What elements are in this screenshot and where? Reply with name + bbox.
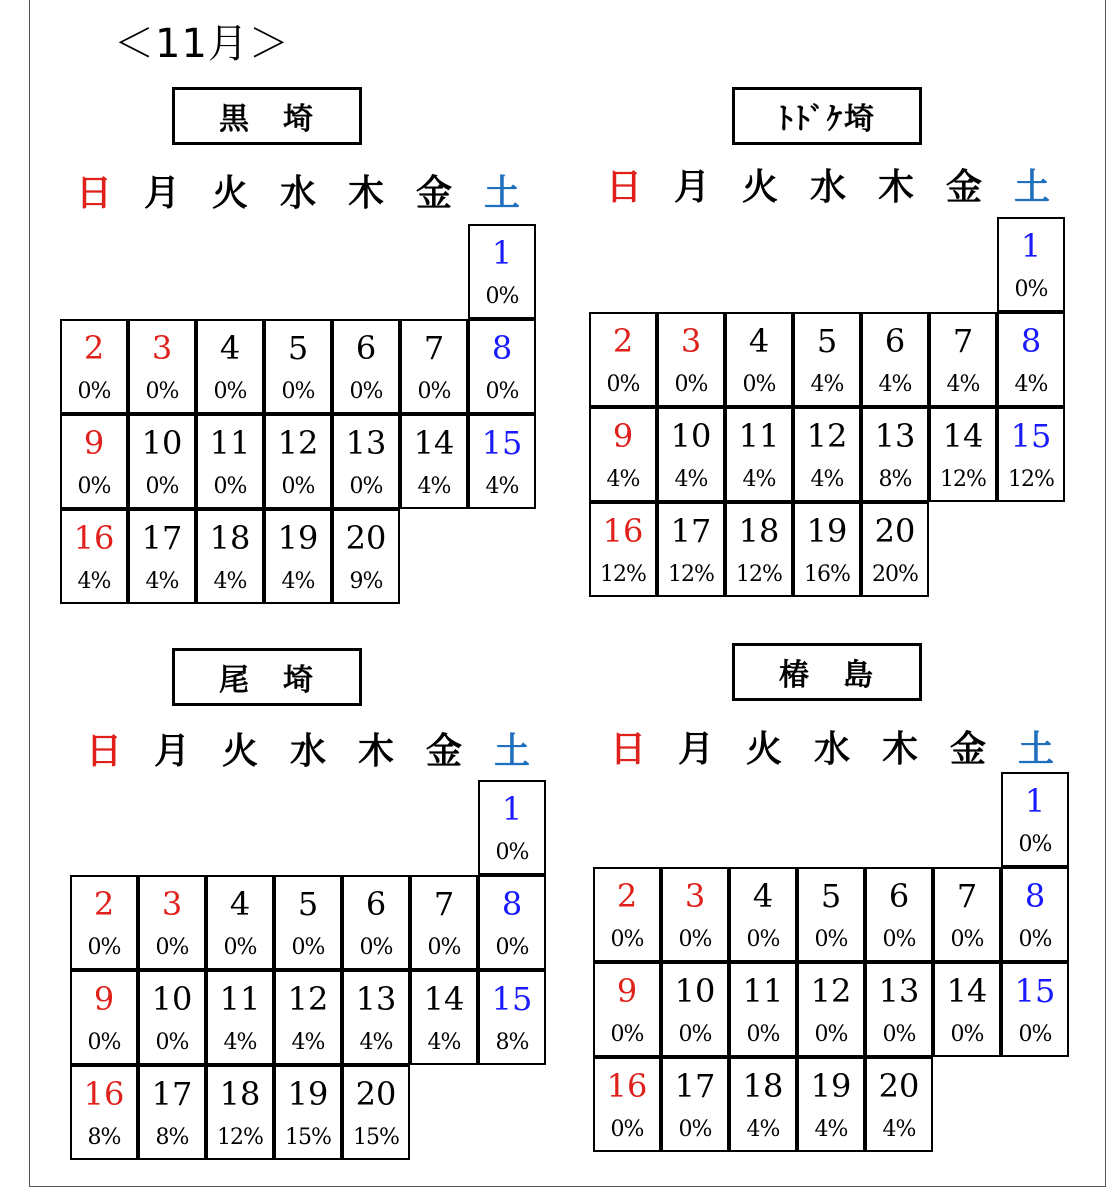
day-percentage: 0%	[145, 379, 179, 404]
day-cell	[206, 1065, 274, 1160]
day-cell	[661, 962, 729, 1057]
weekday-label: 日	[75, 173, 112, 214]
day-cell	[332, 509, 400, 604]
day-cell	[400, 319, 468, 414]
day-number: 20	[878, 1067, 920, 1105]
day-cell	[70, 875, 138, 970]
day-cell	[206, 970, 274, 1065]
day-percentage: 16%	[804, 562, 850, 587]
day-number: 10	[141, 424, 183, 462]
day-percentage: 12%	[940, 467, 986, 492]
day-cell	[342, 1065, 410, 1160]
weekday-label: 日	[605, 167, 642, 208]
day-percentage: 4%	[77, 569, 111, 594]
day-percentage: 4%	[742, 467, 776, 492]
day-percentage: 0%	[610, 1022, 644, 1047]
day-cell	[661, 867, 729, 962]
day-percentage: 4%	[878, 372, 912, 397]
day-cell	[410, 875, 478, 970]
day-cell	[410, 970, 478, 1065]
day-cell	[865, 867, 933, 962]
day-cell	[861, 502, 929, 597]
day-cell	[657, 502, 725, 597]
weekday-label: 月	[677, 729, 714, 770]
day-number: 6	[888, 877, 910, 915]
day-percentage: 0%	[882, 1022, 916, 1047]
day-cell	[793, 312, 861, 407]
day-number: 11	[209, 424, 251, 462]
day-percentage: 0%	[814, 1022, 848, 1047]
day-number: 9	[93, 980, 115, 1018]
day-number: 19	[806, 512, 848, 550]
day-number: 20	[355, 1075, 397, 1113]
day-number: 5	[816, 322, 838, 360]
day-percentage: 4%	[291, 1030, 325, 1055]
day-percentage: 0%	[223, 935, 257, 960]
day-percentage: 0%	[746, 927, 780, 952]
day-cell	[797, 962, 865, 1057]
day-number: 8	[501, 885, 523, 923]
month-title: ＜11月＞	[114, 21, 290, 67]
day-number: 17	[141, 519, 183, 557]
day-cell	[865, 962, 933, 1057]
day-percentage: 0%	[814, 927, 848, 952]
day-percentage: 4%	[223, 1030, 257, 1055]
day-percentage: 4%	[606, 467, 640, 492]
day-number: 5	[820, 877, 842, 915]
weekday-label: 金	[425, 731, 462, 772]
day-cell	[797, 1057, 865, 1152]
day-cell	[729, 867, 797, 962]
day-number: 13	[874, 417, 916, 455]
calendar-name-box: 黒 埼	[172, 87, 362, 145]
day-number: 18	[742, 1067, 784, 1105]
day-cell	[593, 867, 661, 962]
day-number: 7	[952, 322, 974, 360]
day-percentage: 0%	[291, 935, 325, 960]
day-cell	[128, 319, 196, 414]
weekday-label: 日	[85, 731, 122, 772]
day-cell	[138, 875, 206, 970]
day-number: 12	[810, 972, 852, 1010]
day-cell	[729, 962, 797, 1057]
day-number: 19	[287, 1075, 329, 1113]
weekday-label: 木	[347, 173, 384, 214]
day-percentage: 0%	[349, 474, 383, 499]
day-cell	[342, 875, 410, 970]
day-number: 2	[83, 329, 105, 367]
day-percentage: 0%	[746, 1022, 780, 1047]
day-number: 2	[93, 885, 115, 923]
day-number: 3	[684, 877, 706, 915]
day-number: 9	[612, 417, 634, 455]
day-number: 15	[491, 980, 533, 1018]
day-number: 4	[219, 329, 241, 367]
day-percentage: 0%	[427, 935, 461, 960]
day-percentage: 12%	[668, 562, 714, 587]
day-number: 20	[874, 512, 916, 550]
day-number: 3	[680, 322, 702, 360]
day-cell	[468, 414, 536, 509]
day-number: 16	[606, 1067, 648, 1105]
day-number: 17	[670, 512, 712, 550]
day-cell	[593, 962, 661, 1057]
day-number: 15	[1010, 417, 1052, 455]
day-number: 19	[810, 1067, 852, 1105]
day-cell	[589, 312, 657, 407]
day-cell	[478, 875, 546, 970]
day-number: 7	[433, 885, 455, 923]
day-cell	[725, 312, 793, 407]
day-cell	[264, 509, 332, 604]
day-percentage: 9%	[349, 569, 383, 594]
day-cell	[929, 407, 997, 502]
day-percentage: 0%	[155, 1030, 189, 1055]
day-number: 3	[161, 885, 183, 923]
day-percentage: 4%	[814, 1117, 848, 1142]
day-number: 11	[219, 980, 261, 1018]
day-number: 16	[73, 519, 115, 557]
day-number: 1	[491, 234, 513, 272]
day-cell	[264, 319, 332, 414]
day-percentage: 0%	[882, 927, 916, 952]
day-cell	[793, 502, 861, 597]
day-number: 15	[481, 424, 523, 462]
day-cell	[589, 502, 657, 597]
day-percentage: 0%	[610, 927, 644, 952]
day-percentage: 0%	[77, 379, 111, 404]
calendar-name-box: ﾄﾄﾞｹ埼	[732, 87, 922, 145]
day-number: 20	[345, 519, 387, 557]
day-number: 5	[297, 885, 319, 923]
day-cell	[400, 414, 468, 509]
day-cell	[60, 509, 128, 604]
day-cell	[929, 312, 997, 407]
day-number: 19	[277, 519, 319, 557]
calendar-name-box: 尾 埼	[172, 648, 362, 706]
day-cell	[70, 970, 138, 1065]
day-number: 2	[616, 877, 638, 915]
day-percentage: 12%	[600, 562, 646, 587]
day-cell	[797, 867, 865, 962]
day-number: 6	[365, 885, 387, 923]
day-number: 14	[413, 424, 455, 462]
day-percentage: 0%	[674, 372, 708, 397]
day-cell	[468, 319, 536, 414]
day-number: 16	[602, 512, 644, 550]
weekday-label: 火	[741, 167, 778, 208]
day-number: 3	[151, 329, 173, 367]
day-cell	[997, 407, 1065, 502]
day-cell	[997, 312, 1065, 407]
day-percentage: 0%	[281, 474, 315, 499]
day-cell	[933, 867, 1001, 962]
day-percentage: 15%	[285, 1125, 331, 1150]
weekday-label: 土	[1013, 167, 1050, 208]
day-percentage: 0%	[87, 935, 121, 960]
day-cell	[196, 414, 264, 509]
day-percentage: 0%	[610, 1117, 644, 1142]
day-cell	[274, 970, 342, 1065]
day-percentage: 0%	[417, 379, 451, 404]
day-cell	[332, 319, 400, 414]
day-cell	[861, 407, 929, 502]
weekday-label: 木	[357, 731, 394, 772]
day-percentage: 4%	[946, 372, 980, 397]
day-percentage: 4%	[417, 474, 451, 499]
day-cell	[138, 1065, 206, 1160]
day-number: 14	[946, 972, 988, 1010]
day-cell	[593, 1057, 661, 1152]
weekday-label: 水	[279, 173, 316, 214]
day-cell	[657, 407, 725, 502]
day-number: 8	[1024, 877, 1046, 915]
day-cell	[342, 970, 410, 1065]
day-cell	[70, 1065, 138, 1160]
day-cell	[128, 414, 196, 509]
weekday-label: 金	[949, 729, 986, 770]
day-percentage: 12%	[736, 562, 782, 587]
day-percentage: 0%	[77, 474, 111, 499]
weekday-label: 水	[809, 167, 846, 208]
day-percentage: 0%	[155, 935, 189, 960]
day-percentage: 0%	[349, 379, 383, 404]
day-cell	[1001, 962, 1069, 1057]
day-number: 16	[83, 1075, 125, 1113]
day-number: 7	[423, 329, 445, 367]
day-percentage: 20%	[872, 562, 918, 587]
day-percentage: 8%	[155, 1125, 189, 1150]
day-number: 2	[612, 322, 634, 360]
day-number: 4	[748, 322, 770, 360]
day-number: 4	[229, 885, 251, 923]
day-number: 4	[752, 877, 774, 915]
day-number: 18	[209, 519, 251, 557]
day-percentage: 0%	[1018, 927, 1052, 952]
weekday-label: 火	[745, 729, 782, 770]
day-percentage: 4%	[882, 1117, 916, 1142]
day-cell	[196, 319, 264, 414]
weekday-label: 水	[289, 731, 326, 772]
day-number: 1	[1024, 782, 1046, 820]
calendar-name-box: 椿 島	[732, 643, 922, 701]
day-cell	[274, 875, 342, 970]
day-percentage: 4%	[674, 467, 708, 492]
weekday-label: 金	[415, 173, 452, 214]
day-percentage: 15%	[353, 1125, 399, 1150]
day-number: 12	[806, 417, 848, 455]
day-number: 17	[674, 1067, 716, 1105]
weekday-label: 火	[211, 173, 248, 214]
day-cell	[933, 962, 1001, 1057]
day-percentage: 4%	[485, 474, 519, 499]
day-cell	[478, 970, 546, 1065]
day-number: 1	[501, 790, 523, 828]
day-percentage: 0%	[742, 372, 776, 397]
day-percentage: 8%	[87, 1125, 121, 1150]
day-percentage: 0%	[495, 935, 529, 960]
day-number: 12	[277, 424, 319, 462]
day-number: 13	[878, 972, 920, 1010]
day-cell	[128, 509, 196, 604]
day-cell	[865, 1057, 933, 1152]
day-cell	[793, 407, 861, 502]
day-cell	[729, 1057, 797, 1152]
day-percentage: 12%	[1008, 467, 1054, 492]
day-percentage: 0%	[485, 284, 519, 309]
weekday-label: 木	[881, 729, 918, 770]
day-percentage: 0%	[145, 474, 179, 499]
day-number: 18	[738, 512, 780, 550]
day-percentage: 0%	[1018, 832, 1052, 857]
day-percentage: 12%	[217, 1125, 263, 1150]
day-number: 15	[1014, 972, 1056, 1010]
day-number: 10	[674, 972, 716, 1010]
day-cell	[657, 312, 725, 407]
day-number: 5	[287, 329, 309, 367]
day-number: 7	[956, 877, 978, 915]
day-number: 10	[670, 417, 712, 455]
day-percentage: 0%	[950, 1022, 984, 1047]
weekday-label: 土	[493, 731, 530, 772]
day-cell	[206, 875, 274, 970]
day-number: 8	[491, 329, 513, 367]
day-cell	[478, 780, 546, 875]
day-number: 6	[355, 329, 377, 367]
day-number: 8	[1020, 322, 1042, 360]
day-number: 6	[884, 322, 906, 360]
day-percentage: 4%	[359, 1030, 393, 1055]
weekday-label: 火	[221, 731, 258, 772]
weekday-label: 金	[945, 167, 982, 208]
day-cell	[60, 414, 128, 509]
day-number: 10	[151, 980, 193, 1018]
day-number: 17	[151, 1075, 193, 1113]
day-percentage: 0%	[1014, 277, 1048, 302]
day-percentage: 0%	[495, 840, 529, 865]
weekday-label: 日	[609, 729, 646, 770]
weekday-label: 月	[143, 173, 180, 214]
day-percentage: 4%	[281, 569, 315, 594]
day-percentage: 4%	[746, 1117, 780, 1142]
day-number: 11	[742, 972, 784, 1010]
day-number: 12	[287, 980, 329, 1018]
day-percentage: 0%	[950, 927, 984, 952]
weekday-label: 月	[673, 167, 710, 208]
day-number: 1	[1020, 227, 1042, 265]
day-percentage: 8%	[495, 1030, 529, 1055]
day-percentage: 4%	[810, 467, 844, 492]
day-number: 11	[738, 417, 780, 455]
day-percentage: 0%	[1018, 1022, 1052, 1047]
day-number: 18	[219, 1075, 261, 1113]
day-percentage: 4%	[1014, 372, 1048, 397]
day-cell	[997, 217, 1065, 312]
day-percentage: 4%	[810, 372, 844, 397]
weekday-label: 水	[813, 729, 850, 770]
day-percentage: 0%	[485, 379, 519, 404]
day-percentage: 4%	[427, 1030, 461, 1055]
weekday-label: 土	[1017, 729, 1054, 770]
day-percentage: 0%	[87, 1030, 121, 1055]
day-percentage: 0%	[281, 379, 315, 404]
day-percentage: 4%	[213, 569, 247, 594]
day-cell	[861, 312, 929, 407]
day-percentage: 0%	[606, 372, 640, 397]
day-cell	[60, 319, 128, 414]
day-number: 13	[355, 980, 397, 1018]
day-cell	[1001, 772, 1069, 867]
day-cell	[468, 224, 536, 319]
day-number: 14	[423, 980, 465, 1018]
weekday-label: 土	[483, 173, 520, 214]
day-cell	[274, 1065, 342, 1160]
day-cell	[196, 509, 264, 604]
day-number: 13	[345, 424, 387, 462]
day-cell	[138, 970, 206, 1065]
day-number: 9	[83, 424, 105, 462]
day-cell	[332, 414, 400, 509]
day-cell	[589, 407, 657, 502]
day-percentage: 0%	[678, 1117, 712, 1142]
day-percentage: 0%	[678, 927, 712, 952]
day-number: 14	[942, 417, 984, 455]
weekday-label: 木	[877, 167, 914, 208]
day-cell	[264, 414, 332, 509]
weekday-label: 月	[153, 731, 190, 772]
day-cell	[1001, 867, 1069, 962]
day-number: 9	[616, 972, 638, 1010]
day-percentage: 0%	[678, 1022, 712, 1047]
day-percentage: 0%	[213, 379, 247, 404]
day-cell	[661, 1057, 729, 1152]
day-cell	[725, 407, 793, 502]
day-percentage: 8%	[878, 467, 912, 492]
day-percentage: 0%	[359, 935, 393, 960]
day-percentage: 4%	[145, 569, 179, 594]
day-percentage: 0%	[213, 474, 247, 499]
day-cell	[725, 502, 793, 597]
